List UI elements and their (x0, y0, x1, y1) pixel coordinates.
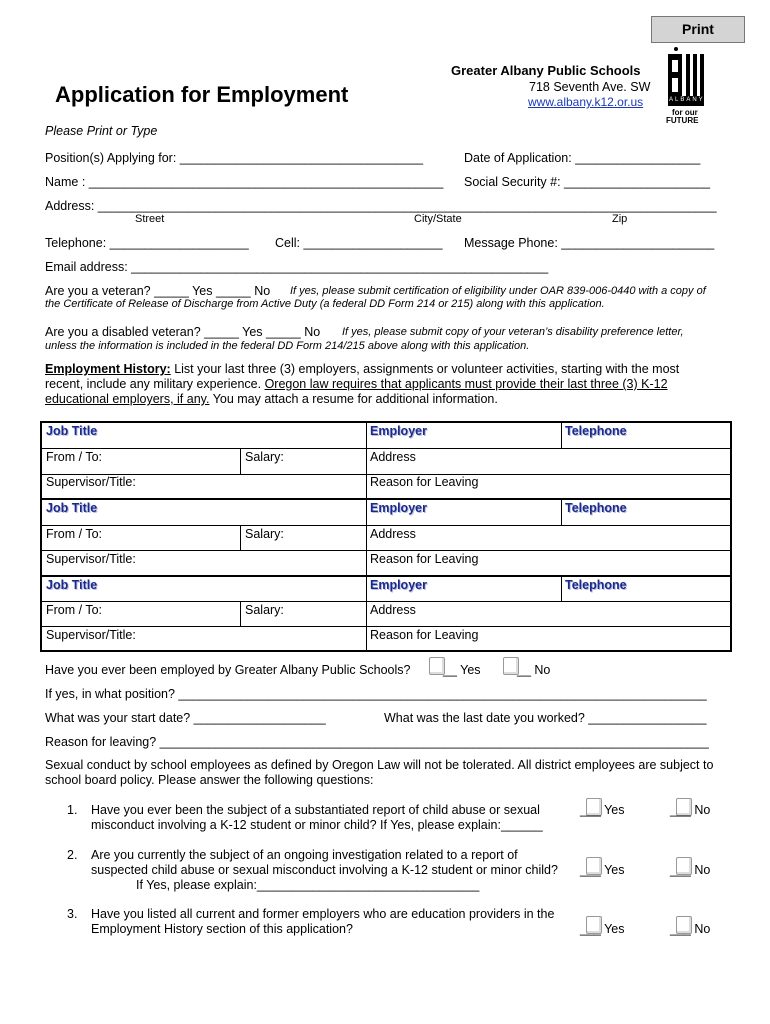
position-field[interactable]: Position(s) Applying for: ___________________________________ (45, 151, 424, 165)
org-name: Greater Albany Public Schools (451, 63, 641, 78)
employer-header: Employer (370, 578, 427, 592)
gaps-no-label: __ No (517, 663, 551, 677)
no-label: ___ No (670, 803, 711, 817)
question-text-2: misconduct involving a K-12 student or minor child? If Yes, please explain:______ (91, 818, 543, 832)
question-text-2: suspected child abuse or sexual misconduct involving a K-12 student or minor child? (91, 863, 558, 877)
employment-history-line2b: Oregon law requires that applicants must provide their last three (3) K-12 (264, 377, 668, 391)
from-to-cell[interactable]: From / To: (46, 603, 103, 617)
employment-history-table (40, 421, 732, 652)
question-number: 3. (67, 907, 78, 921)
address-cell[interactable]: Address (370, 527, 416, 541)
salary-cell[interactable]: Salary: (245, 603, 284, 617)
employment-history-intro (45, 362, 679, 376)
zip-label: Zip (612, 213, 628, 225)
question-text: Have you ever been the subject of a substantiated report of child abuse or sexual (91, 803, 540, 817)
telephone-header: Telephone (565, 424, 627, 438)
question-text: Are you currently the subject of an ongoing investigation related to a report of (91, 848, 518, 862)
veteran-note-2: the Certificate of Release of Discharge from Active Duty (a federal DD Form 214 or 215) along with this application. (45, 298, 605, 310)
org-address: 718 Seventh Ave. SW (529, 80, 651, 94)
address-field[interactable]: Address: _________________________________________________________________________________________ (45, 199, 717, 213)
supervisor-cell[interactable]: Supervisor/Title: (46, 628, 136, 642)
employment-history-line1: List your last three (3) employers, assignments or volunteer activities, starting with the most (174, 362, 680, 376)
reason-for-leaving-field[interactable]: Reason for leaving? _______________________________________________________________________________ (45, 735, 709, 749)
conduct-statement-2: school board policy. Please answer the following questions: (45, 773, 374, 787)
employer-header: Employer (370, 501, 427, 515)
ssn-field[interactable]: Social Security #: _____________________ (464, 175, 711, 189)
question-number: 2. (67, 848, 78, 862)
message-phone-field[interactable]: Message Phone: ______________________ (464, 236, 715, 250)
name-field[interactable]: Name : ___________________________________________________ (45, 175, 444, 189)
gaps-position-field[interactable]: If yes, in what position? ____________________________________________________________________________ (45, 687, 707, 701)
veteran-question[interactable]: Are you a veteran? _____ Yes _____ No (45, 284, 271, 298)
date-field[interactable]: Date of Application: __________________ (464, 151, 701, 165)
address-cell[interactable]: Address (370, 603, 416, 617)
page-title: Application for Employment (55, 82, 349, 107)
employer-header: Employer (370, 424, 427, 438)
citystate-label: City/State (414, 213, 462, 225)
logo-text-2: for our (672, 108, 698, 117)
question-text: Have you listed all current and former employers who are education providers in the (91, 907, 555, 921)
yes-label: ___ Yes (580, 803, 625, 817)
telephone-field[interactable]: Telephone: ____________________ (45, 236, 249, 250)
disabled-veteran-note: If yes, please submit copy of your veteran’s disability preference letter, (342, 326, 684, 338)
salary-cell[interactable]: Salary: (245, 450, 284, 464)
veteran-note: If yes, please submit certification of eligibility under OAR 839-006-0440 with a copy of (290, 285, 706, 297)
district-logo (664, 46, 710, 126)
reason-cell[interactable]: Reason for Leaving (370, 475, 479, 489)
email-field[interactable]: Email address: ____________________________________________________________ (45, 260, 549, 274)
salary-cell[interactable]: Salary: (245, 527, 284, 541)
reason-cell[interactable]: Reason for Leaving (370, 552, 479, 566)
from-to-cell[interactable]: From / To: (46, 527, 103, 541)
question-number: 1. (67, 803, 78, 817)
yes-label: ___ Yes (580, 863, 625, 877)
start-date-field[interactable]: What was your start date? ___________________ (45, 711, 326, 725)
supervisor-cell[interactable]: Supervisor/Title: (46, 475, 136, 489)
job-title-header: Job Title (46, 501, 98, 515)
no-label: ___ No (670, 863, 711, 877)
print-or-type-note: Please Print or Type (45, 124, 158, 138)
job-title-header: Job Title (46, 424, 98, 438)
gaps-employment-question: Have you ever been employed by Greater Albany Public Schools? (45, 663, 411, 677)
conduct-statement: Sexual conduct by school employees as defined by Oregon Law will not be tolerated. All district employees are subject to (45, 758, 714, 772)
address-cell[interactable]: Address (370, 450, 416, 464)
disabled-veteran-question[interactable]: Are you a disabled veteran? _____ Yes _____ No (45, 325, 321, 339)
no-label: ___ No (670, 922, 711, 936)
from-to-cell[interactable]: From / To: (46, 450, 103, 464)
street-label: Street (135, 213, 165, 225)
logo-text: ALBANY (669, 97, 705, 103)
employment-history-line2a: recent, include any military experience. (45, 377, 262, 391)
org-url-link[interactable]: www.albany.k12.or.us (528, 95, 644, 109)
last-date-field[interactable]: What was the last date you worked? _________________ (384, 711, 707, 725)
question-text-3[interactable]: If Yes, please explain:________________________________ (136, 878, 480, 892)
employment-history-line3 (45, 392, 498, 406)
disabled-veteran-note-2: unless the information is included in the federal DD Form 214/215 above along with this application. (45, 340, 530, 352)
telephone-header: Telephone (565, 578, 627, 592)
telephone-header: Telephone (565, 501, 627, 515)
logo-text-3: FUTURE (666, 116, 699, 125)
employment-history-line3a: educational employers, if any. (45, 392, 210, 406)
cell-field[interactable]: Cell: ____________________ (275, 236, 443, 250)
yes-label: ___ Yes (580, 922, 625, 936)
employment-history-line3b: You may attach a resume for additional information. (212, 392, 498, 406)
employment-history-line2 (45, 377, 668, 391)
print-button[interactable]: Print (651, 16, 745, 43)
employment-history-label: Employment History: (45, 362, 171, 376)
reason-cell[interactable]: Reason for Leaving (370, 628, 479, 642)
gaps-yes-label: __ Yes (443, 663, 481, 677)
supervisor-cell[interactable]: Supervisor/Title: (46, 552, 136, 566)
question-text-2: Employment History section of this application? (91, 922, 353, 936)
job-title-header: Job Title (46, 578, 98, 592)
